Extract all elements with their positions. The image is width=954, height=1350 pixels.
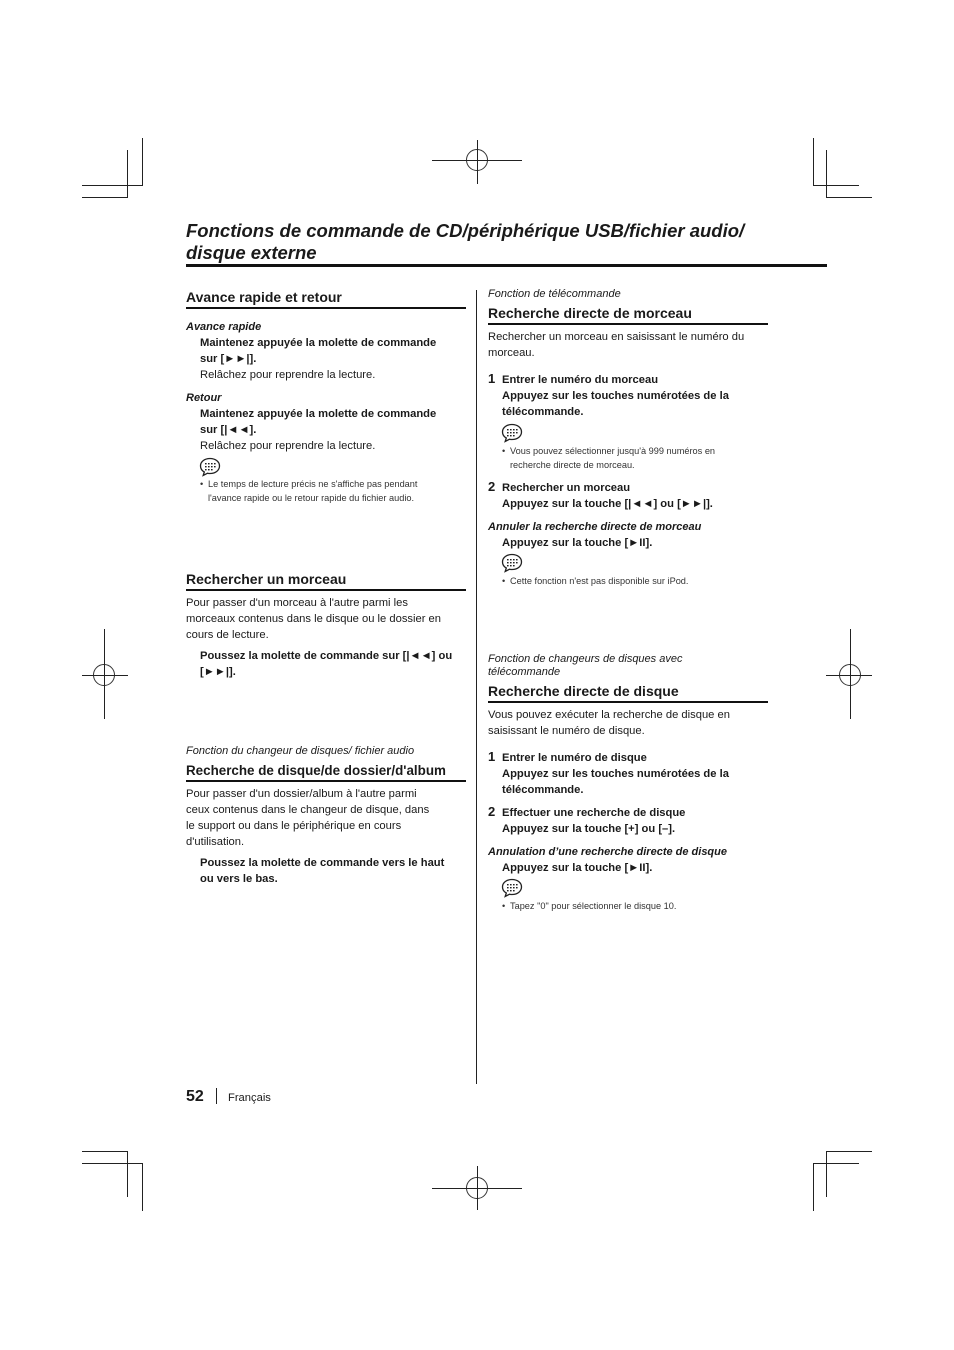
instruction-line: Maintenez appuyée la molette de commande xyxy=(200,337,437,349)
context-label: télécommande xyxy=(488,666,561,678)
description-line: saisissant le numéro de disque. xyxy=(488,725,645,737)
description-line: Pour passer d'un dossier/album à l'autre parmi xyxy=(186,788,417,800)
footer-language: Français xyxy=(228,1092,271,1104)
description-line: Pour passer d'un morceau à l'autre parmi les xyxy=(186,597,408,609)
column-divider xyxy=(476,290,477,1084)
instruction-line: sur [|◄◄]. xyxy=(200,424,257,436)
instruction-line: sur [►►|]. xyxy=(200,353,257,365)
subsection-label-rewind: Retour xyxy=(186,392,222,404)
note-icon xyxy=(199,457,221,477)
note-icon xyxy=(501,878,523,898)
description-line: ceux contenus dans le changeur de disque, dans xyxy=(186,804,430,816)
instruction-line: Appuyez sur les touches numérotées de la xyxy=(502,768,729,780)
note-text: recherche directe de morceau. xyxy=(510,460,635,470)
context-label: Fonction de changeurs de disques avec xyxy=(488,653,683,665)
section-rule xyxy=(488,323,768,325)
bullet: • xyxy=(200,479,204,489)
instruction-line: ou vers le bas. xyxy=(200,873,278,885)
description-line: morceaux contenus dans le disque ou le dossier en xyxy=(186,613,441,625)
footer-divider xyxy=(216,1088,217,1104)
step-number: 1 xyxy=(488,749,496,764)
bullet: • xyxy=(502,446,506,456)
title-rule xyxy=(186,264,827,267)
step-number: 2 xyxy=(488,804,496,819)
note-item xyxy=(502,899,768,915)
note-text: Cette fonction n'est pas disponible sur iPod. xyxy=(510,576,689,586)
note-icon xyxy=(501,553,523,573)
note-item xyxy=(502,444,768,474)
instruction-line: Appuyez sur les touches numérotées de la xyxy=(502,390,729,402)
step-title: Rechercher un morceau xyxy=(502,482,631,494)
section-rule xyxy=(186,780,466,782)
section-title-search-track: Rechercher un morceau xyxy=(186,571,347,587)
instruction-line: [►►|]. xyxy=(200,666,236,678)
instruction-line: Poussez la molette de commande vers le haut xyxy=(200,857,445,869)
step-number: 1 xyxy=(488,371,496,386)
section-rule xyxy=(488,701,768,703)
subsection-label-cancel-track-search: Annuler la recherche directe de morceau xyxy=(488,521,702,533)
instruction-line: télécommande. xyxy=(502,784,584,796)
release-text: Relâchez pour reprendre la lecture. xyxy=(200,440,376,452)
note-text: Tapez "0" pour sélectionner le disque 10. xyxy=(510,901,677,911)
note-icon xyxy=(501,423,523,443)
description-line: Rechercher un morceau en saisissant le numéro du xyxy=(488,331,745,343)
bullet: • xyxy=(502,576,506,586)
description-line: morceau. xyxy=(488,347,535,359)
instruction-line: Appuyez sur la touche [►II]. xyxy=(502,537,653,549)
instruction-line: Maintenez appuyée la molette de commande xyxy=(200,408,437,420)
bullet: • xyxy=(502,901,506,911)
note-item xyxy=(200,477,466,507)
section-rule xyxy=(186,589,466,591)
subsection-label-fast-forward: Avance rapide xyxy=(186,321,262,333)
context-label: Fonction du changeur de disques/ fichier audio xyxy=(186,745,415,757)
section-title-direct-disc-search: Recherche directe de disque xyxy=(488,683,679,699)
note-text: l'avance rapide ou le retour rapide du fichier audio. xyxy=(208,493,415,503)
subsection-label-cancel-disc-search: Annulation d’une recherche directe de disque xyxy=(488,846,727,858)
instruction-line: Appuyez sur la touche [►II]. xyxy=(502,862,653,874)
page-title xyxy=(186,220,826,264)
step-title: Effectuer une recherche de disque xyxy=(502,807,686,819)
instruction-line: télécommande. xyxy=(502,406,584,418)
section-title-fast-forward-rewind: Avance rapide et retour xyxy=(186,289,342,305)
page-title-line-1: Fonctions de commande de CD/périphérique USB/fichier audio/ xyxy=(186,220,745,241)
description-line: Vous pouvez exécuter la recherche de disque en xyxy=(488,709,730,721)
instruction-line: Appuyez sur la touche [+] ou [–]. xyxy=(502,823,676,835)
section-rule xyxy=(186,307,466,309)
note-text: Vous pouvez sélectionner jusqu'à 999 numéros en xyxy=(510,446,716,456)
context-label: Fonction de télécommande xyxy=(488,288,621,300)
step-number: 2 xyxy=(488,479,496,494)
instruction-line: Appuyez sur la touche [|◄◄] ou [►►|]. xyxy=(502,498,713,510)
instruction-line: Poussez la molette de commande sur [|◄◄] ou xyxy=(200,650,453,662)
page-number: 52 xyxy=(186,1088,204,1105)
step-title: Entrer le numéro du morceau xyxy=(502,374,659,386)
description-line: le support ou dans le périphérique en cours xyxy=(186,820,402,832)
section-title-direct-track-search: Recherche directe de morceau xyxy=(488,305,692,321)
release-text: Relâchez pour reprendre la lecture. xyxy=(200,369,376,381)
page-title-line-2: disque externe xyxy=(186,242,317,263)
step-title: Entrer le numéro de disque xyxy=(502,752,647,764)
description-line: d'utilisation. xyxy=(186,836,245,848)
section-title-disc-folder-album-search: Recherche de disque/de dossier/d'album xyxy=(186,763,446,778)
note-text: Le temps de lecture précis ne s'affiche pas pendant xyxy=(208,479,418,489)
description-line: cours de lecture. xyxy=(186,629,269,641)
note-item xyxy=(502,574,768,590)
